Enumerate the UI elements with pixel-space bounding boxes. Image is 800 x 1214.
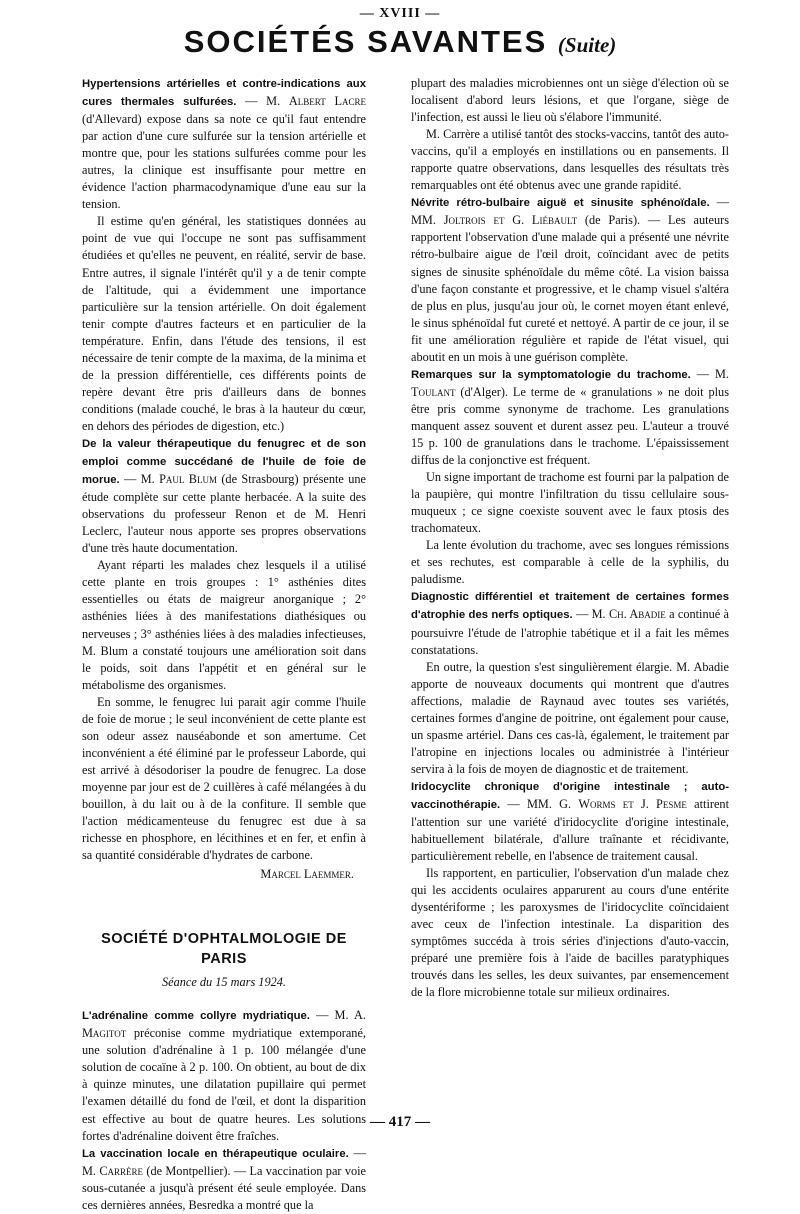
article-vaccination: La vaccination locale en thérapeutique oculaire. — M. Carrère (de Montpellier). — La vaccination par voie sous-cutanée a jusqu'à présent été seule employée. Dans ces dernières années, Besredka a montré que la xyxy=(82,1145,366,1212)
author-name: Paul Blum xyxy=(159,472,217,487)
article-heading: Iridocyclite chronique d'origine intestinale ; auto-vaccinothérapie. xyxy=(411,780,729,811)
author-name: Worms et J. Pesme xyxy=(578,796,687,811)
signature: Marcel Laemmer. xyxy=(260,867,354,882)
article-iridocyclite: Iridocyclite chronique d'origine intestinale ; auto-vaccinothérapie. — MM. G. Worms et J. Pesme attirent l'attention sur une variété d'iridocyclite d'origine intestinale, habituellement bilatérale, d'allure traînante et récidivante, particulièrement rebelle, en l'absence de traitement causal. xyxy=(411,780,729,864)
section-title xyxy=(0,24,800,63)
paragraph: M. Carrère a utilisé tantôt des stocks-vaccins, tantôt des auto-vaccins, qu'il a employés en instillations ou en pansements. Il rapporte quatre observations, dans lesquelles des résultats très remarquables ont été obtenus avec une grande rapidité. xyxy=(411,127,729,193)
paragraph: Il estime qu'en général, les statistiques données au point de vue qui l'occupe ne sont pas suffisamment étudiées et qu'elles ne peuvent, en réalité, servir de base. Entre autres, il signale l'intérêt qu'il y a de tenir compte de l'altitude, qui a évidemment une importance particulière sur la tension artérielle. On doit également tenir compte d'autres facteurs et en particulier de la température. Enfin, dans l'étude des tensions, il est nécessaire de tenir compte de la maxima, de la minima et de la pression différentielle, ces différents points de repère devant être pris d'ailleurs dans de bonnes conditions (malade couché, le bras à la hauteur du cœur, en dehors des périodes de digestion, etc.) xyxy=(82,214,366,433)
article-heading: Hypertensions artérielles et contre-indications aux cures thermales sulfurées. xyxy=(82,78,366,109)
society-heading: SOCIÉTÉ D'OPHTALMOLOGIE DE PARIS xyxy=(101,931,347,968)
author-name: Toulant xyxy=(411,384,456,399)
paragraph: En somme, le fenugrec lui parait agir comme l'huile de foie de morue ; le seul inconvénient de cette plante est son odeur assez nauséabonde et son amertume. Cet inconvénient a été éliminé par le professeur Laborde, qui est arrivé à désodoriser la poudre de fenugrec. La dose moyenne par jour est de 2 cuillères à café mélangées à du bouillon, à du lait ou à de la confiture. Il semble que l'action médicamenteuse du fenugrec est due à sa richesse en phosphore, en lécithines et en fer, et enfin à sa quantité considérable d'hydrates de carbone. xyxy=(82,694,366,863)
author-name: Magitot xyxy=(82,1026,127,1041)
roman-page-header: — XVIII — xyxy=(359,6,441,21)
author-name: Joltrois et G. Liébault xyxy=(443,213,578,228)
article-heading: La vaccination locale en thérapeutique oculaire. xyxy=(82,1147,349,1160)
right-column xyxy=(411,75,729,1002)
article-trachome: Remarques sur la symptomatologie du trachome. — M. Toulant (d'Alger). Le terme de « granulations » ne doit plus être pris comme synonyme de trachome. Les granulations manquent assez souvent et durent assez peu. L'auteur a trouvé 15 p. 100 de granulations dans le trachome. L'épaississement diffus de la conjonctive est fréquent. xyxy=(411,366,729,468)
paragraph: Un signe important de trachome est fourni par la palpation de la paupière, qui montre l'infiltration du tissu cellulaire sous-muqueux ; ce signe coexiste souvent avec le faux ptosis des trachomateux. xyxy=(411,470,729,536)
article-heading: Névrite rétro-bulbaire aiguë et sinusite sphénoïdale. xyxy=(411,197,710,210)
author-name: Carrère xyxy=(99,1163,144,1178)
article-heading: De la valeur thérapeutique du fenugrec et de son emploi comme succédané de l'huile de foie de morue. xyxy=(82,437,366,487)
author-name: Albert Lacre xyxy=(288,94,366,109)
article-nevrite: Névrite rétro-bulbaire aiguë et sinusite sphénoïdale. — MM. Joltrois et G. Liébault (de Paris). — Les auteurs rapportent l'observation d'une malade qui a présenté une névrite rétro-bulbaire aigue de l'œil droit, coïncidant avec de petits signes de sinusite sphénoïdale du même côté. La vision baissa d'une façon constante et progressive, et le champ visuel s'altéra de plus en plus, jusqu'au jour où, le cornet moyen étant enlevé, le sinus sphénoïdal fut cureté et nettoyé. A partir de ce jour, il se fit une amélioration régulière et rapide de l'état visuel, qui aboutit en un mois à une guérison complète. xyxy=(411,195,729,364)
article-heading: Diagnostic différentiel et traitement de certaines formes d'atrophie des nerfs optiques. xyxy=(411,591,729,622)
article-atrophie: Diagnostic différentiel et traitement de certaines formes d'atrophie des nerfs optiques. — M. Ch. Abadie a continué à poursuivre l'étude de l'atrophie tabétique et il a fait les mêmes constatations. xyxy=(411,591,729,657)
section-title-text: SOCIÉTÉS SAVANTES xyxy=(183,24,548,59)
article-heading: L'adrénaline comme collyre mydriatique. xyxy=(82,1010,310,1023)
article-hypertensions: Hypertensions artérielles et contre-indications aux cures thermales sulfurées. — M. Albert Lacre (d'Allevard) expose dans sa note ce qu'il faut entendre par action d'une cure sulfurée sur la tension artérielle et montre que, pour les stations sulfurées comme pour les autres, la clinique est insuffisante pour mettre en évidence l'action pharmacodynamique d'une eau sur la tension. xyxy=(82,78,366,212)
page-number: — 417 — xyxy=(370,1114,430,1130)
paragraph: En outre, la question s'est singulièrement élargie. M. Abadie apporte de nouveaux documents qui montrent que d'autres affections, maladie de Raynaud avec toutes ses variétés, certaines formes d'angine de poitrine, ont également pour cause, un spasme artériel. Dans ces cas-là, également, le traitement par l'atropine en injections locales ou administrée à l'intérieur servira à la fois de moyen de diagnostic et de traitement. xyxy=(411,659,729,776)
article-heading: Remarques sur la symptomatologie du trachome. xyxy=(411,368,691,381)
article-adrenaline: L'adrénaline comme collyre mydriatique. — M. A. Magitot préconise comme mydriatique extemporané, une solution d'adrénaline à 1 p. 100 mélangée d'une solution de cocaïne à 2 p. 100. On obtient, au bout de dix à quinze minutes, une dilatation pupillaire qui permet l'examen détaillé du fond de l'œil, et dont la disparition est effective au bout de quatre heures. Les solutions fortes d'adrénaline doivent être fraîches. xyxy=(82,1008,366,1143)
paragraph-continued: plupart des maladies microbiennes ont un siège d'élection où se localisent d'abord leurs lésions, et que l'organe, siège de l'infection, est aussi le lieu où s'élabore l'immunité. xyxy=(411,76,729,125)
author-name: Ch. Abadie xyxy=(608,607,666,622)
paragraph: Ils rapportent, en particulier, l'observation d'un malade chez qui les accidents oculaires apparurent au cours d'une entérite dysentériforme ; les paroxysmes de l'iridocyclite coïncidaient avec ceux de l'infection intestinale. La disparition des symptômes succéda à trois séries d'injections d'auto-vaccin, préparé une première fois à l'aide de bacilles paratyphiques trouvés dans les selles, les deux suivantes, par ensemencement de la flore microbienne totale sur milieux ordinaires. xyxy=(411,866,729,1000)
article-fenugrec: De la valeur thérapeutique du fenugrec et de son emploi comme succédané de l'huile de foie de morue. — M. Paul Blum (de Strasbourg) présente une étude complète sur cette plante herbacée. A la suite des observations du professeur Renon et de M. Henri Leclerc, l'auteur nous apporte ses propres observations d'une très haute documentation. xyxy=(82,437,366,556)
paragraph: Ayant réparti les malades chez lesquels il a utilisé cette plante en trois groupes : 1° asthénies dites essentielles ou états de maigreur anorganique ; 2° asthénies liées à des manifestations diathésiques ou nerveuses ; 3° asthénies liées à des maladies infectieuses, M. Blum a constaté toujours une amélioration soit dans le poids, soit dans l'appétit et en général sur le métabolisme des organismes. xyxy=(82,558,366,692)
left-column xyxy=(82,75,366,1214)
seance-date: Séance du 15 mars 1924. xyxy=(162,975,286,990)
paragraph: La lente évolution du trachome, avec ses longues rémissions et ses rechutes, est comparable à celle de la syphilis, du paludisme. xyxy=(411,538,729,587)
section-title-suffix: (Suite) xyxy=(557,33,617,57)
